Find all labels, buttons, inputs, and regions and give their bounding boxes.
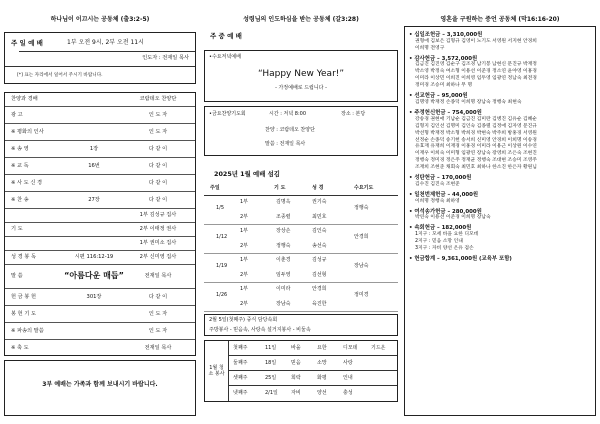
duty-cell-s: 1부 [240, 199, 249, 205]
worship-leader: 인도자 : 전재일 목사 [142, 55, 189, 61]
offering-names: 박선형 박재정 박소형 박희경 박현숙 박주희 방홍경 서영원 [415, 130, 537, 136]
duty-cell-w: 안경희 [354, 234, 369, 240]
weekday-title: 주 중 예 배 [210, 32, 242, 40]
order-item: 기 도 [11, 226, 23, 232]
friday-time: 시간 : 저녁 8:00 [269, 111, 307, 117]
duty-cell-d: 1/19 [216, 263, 228, 269]
worship-times: 1부 오전 9시, 2부 오전 11시 [67, 39, 144, 46]
duty-cell-s: 1부 [240, 257, 249, 263]
offering-names: 선정순 손종덕 송기헌 송서희 신미영 안경희 이희명 이송경 [415, 137, 537, 143]
offering-names: 이미라 이상민 이희진 이희영 임두영 임광연 정남숙 최전경 [415, 76, 537, 82]
order-item: 성 경 봉 독 [11, 254, 36, 260]
cleaning-cell-b: 양선 [317, 390, 327, 396]
offering-list [404, 26, 596, 416]
duty-header-cell: 수요기도 [354, 185, 374, 191]
wednesday-greeting: “Happy New Year!” [257, 69, 345, 79]
footer-box [4, 360, 196, 416]
cleaning-cell-a: 바을 [291, 345, 301, 351]
order-detail: 16번 [88, 162, 100, 169]
friday-box [204, 106, 398, 156]
order-item: 말 씀 [11, 273, 23, 279]
duty-cell-b: 권기숙 [312, 199, 327, 205]
duty-cell-b: 송선숙 [312, 242, 327, 249]
duty-cell-p: 장상손 [276, 228, 291, 234]
order-person: 다 같 이 [148, 145, 168, 152]
duty-cell-b: 육진한 [312, 300, 327, 307]
order-row [5, 158, 195, 175]
offering-title: • 주정헌신헌금 – 754,000원 [409, 109, 482, 116]
order-person: 2부 이태정 권사 [139, 226, 177, 232]
duty-cell-p: 장남숙 [276, 300, 291, 307]
offering-names: 권형애 김보은 김형규 김영이 노기도 서영원 서지현 안경희 [415, 38, 537, 44]
order-row [5, 93, 195, 107]
order-detail: 27장 [88, 196, 100, 203]
duty-row [204, 269, 398, 284]
cleaning-cell-c: 인내 [343, 375, 353, 381]
cleaning-row [229, 356, 397, 371]
order-person: 1부 김성규 집사 [139, 212, 177, 218]
duty-cell-s: 1부 [240, 228, 249, 234]
offering-names: 김금진 김진영 김순구 김조경 남기봉 남현신 문진규 박재정 [415, 62, 537, 68]
order-person: 코람데오 찬양단 [139, 96, 177, 102]
order-person: 다 같 이 [148, 293, 168, 300]
duty-cell-s: 2부 [240, 242, 249, 249]
offering-title: • 십일조헌금 – 3,310,000원 [409, 32, 483, 38]
cleaning-cell-d: 2/1일 [265, 390, 278, 396]
col2-header: 성령님의 인도하심을 받는 공동체 (갈3:28) [243, 16, 359, 23]
wednesday-box [204, 50, 398, 102]
cleaning-cell-d: 11일 [265, 345, 277, 351]
column-left [4, 0, 196, 424]
order-row [5, 306, 195, 323]
order-detail: 시편 116:12-19 [74, 254, 114, 260]
duty-cell-w: 정미경 [354, 292, 369, 298]
cleaning-cell-c: 디모데 [343, 345, 358, 351]
order-row [5, 124, 195, 141]
february-box [204, 314, 398, 336]
order-person: 다 같 이 [148, 162, 168, 169]
friday-place: 장소 : 본당 [341, 111, 366, 117]
cleaning-cell-w: 첫째주 [233, 345, 248, 351]
offering-names: 박소영 박정숙 여소형 이용선 이준경 정소연 윤야영 이홍경 [415, 69, 537, 75]
cleaning-cell-d: 25일 [265, 375, 277, 381]
order-person: 전재일 목사 [144, 273, 172, 279]
order-person: 인 도 자 [148, 327, 168, 334]
duty-cell-s: 1부 [240, 286, 249, 292]
order-item: ※ 사 도 신 경 [11, 179, 42, 186]
order-item: ※ 찬 송 [11, 196, 29, 203]
offering-names: 강송경 권현애 기남순 김금진 김미란 김병진 김유순 김혜순 [415, 116, 537, 122]
cleaning-label: 1월 청소 봉사 [205, 341, 229, 401]
order-person: 인 도 자 [148, 111, 168, 118]
order-row [5, 209, 195, 223]
duty-cell-p: 이춘경 [276, 257, 291, 263]
cleaning-cell-d: 18일 [265, 360, 277, 366]
standing-notice: [*] 표는 자리에서 일어서 주시기 바랍니다. [17, 73, 103, 78]
duty-cell-d: 1/26 [216, 292, 228, 298]
cleaning-cell-b: 화평 [317, 375, 327, 381]
offering-title: • 여석송가헌금 – 280,000원 [409, 208, 482, 215]
order-row [5, 289, 195, 306]
february-line: 주방봉사 - 믿음속, 사랑속 설거지봉사 - 비둘속 [209, 327, 311, 333]
cleaning-cell-a: 자비 [291, 390, 301, 396]
order-item: ※ 축 도 [11, 344, 29, 351]
order-item: ※ 파송의 말씀 [11, 327, 44, 334]
order-person: 전재일 목사 [144, 344, 172, 351]
offering-names: 김형지 김인선 김명미 김인숙 김종렬 김정애 김자영 문진규 [415, 123, 537, 129]
cleaning-table [204, 340, 398, 402]
offering-title: • 속회헌금 – 182,000원 [409, 225, 472, 232]
col1-header: 하나님이 이끄시는 공동체 (출3:2-5) [50, 16, 150, 23]
duty-cell-w: 정행숙 [354, 205, 369, 211]
col3-header: 영혼을 구원하는 증언 공동체 (막16:16-20) [440, 16, 560, 23]
order-row [5, 223, 195, 237]
order-item: 봉 헌 기 도 [11, 310, 36, 317]
duty-row [204, 283, 398, 298]
order-detail: 301장 [86, 293, 102, 300]
cleaning-cell-a: 믿음 [291, 360, 301, 366]
wednesday-note: - 가정예배로 드립니다 - [275, 85, 327, 91]
duty-cell-w: 장남숙 [354, 263, 369, 269]
offering-names: 이희명 전영구 [415, 45, 445, 51]
duty-cell-b: 안경희 [312, 286, 327, 292]
cleaning-cell-w: 셋째주 [233, 375, 248, 381]
order-row [5, 175, 195, 192]
duty-header-cell: 주일 [210, 185, 220, 191]
order-item: ※ 송 영 [11, 145, 29, 152]
cleaning-cell-b: 요한 [317, 345, 327, 351]
order-row [5, 323, 195, 340]
order-of-service [4, 92, 196, 356]
order-item: ※ 평화의 인사 [11, 128, 44, 135]
offering-title: • 일천번제헌금 – 44,000원 [409, 192, 479, 198]
column-right [404, 0, 596, 424]
duty-cell-p: 임두영 [276, 271, 291, 278]
offering-names: 3지구 : 자비 양선 온유 겸손 [415, 246, 474, 252]
duty-cell-s: 2부 [240, 213, 249, 220]
worship-title: 주 일 예 배 [11, 39, 43, 47]
order-row [5, 107, 195, 124]
order-detail: “아름다운 매듭” [64, 271, 124, 280]
duty-cell-p: 정행숙 [276, 242, 291, 249]
cleaning-cell-e: 기드온 [371, 345, 386, 351]
duty-cell-b: 김인숙 [312, 228, 327, 234]
worship-info-box [4, 32, 196, 84]
order-person: 2부 신미영 집사 [139, 254, 177, 260]
order-person: 인 도 자 [148, 310, 168, 317]
order-detail: 1장 [89, 145, 99, 152]
offering-names: 정미경 조승미 최하나 무 명 [415, 83, 473, 89]
offering-title: • 성탄헌금 – 170,000원 [409, 175, 472, 182]
cleaning-row [229, 371, 397, 386]
offering-names: 이희명 정행숙 최하영 [415, 198, 460, 204]
cleaning-cell-c: 사랑 [343, 360, 353, 366]
offering-names: 박연숙 이용선 이준경 이희명 장남숙 [415, 215, 491, 221]
column-middle [204, 0, 398, 424]
order-person: 다 같 이 [148, 196, 168, 203]
wednesday-label: •수요저녁예배 [209, 54, 241, 60]
duty-cell-b: 김성규 [312, 257, 327, 263]
offering-title: • 헌금합계 – 9,361,000원 (교육부 포함) [409, 256, 512, 263]
duty-row [204, 211, 398, 226]
friday-word: 말씀 : 전재일 목사 [265, 141, 306, 147]
duty-row [204, 298, 398, 313]
duty-cell-d: 1/12 [216, 234, 228, 240]
duty-header-cell: 기 도 [274, 185, 286, 191]
order-person: 인 도 자 [148, 128, 168, 135]
cleaning-cell-c: 충성 [343, 390, 353, 396]
cleaning-cell-b: 소망 [317, 360, 327, 366]
duty-row [204, 254, 398, 269]
duty-cell-p: 김명옥 [276, 199, 291, 205]
duty-table [204, 182, 398, 312]
order-row [5, 192, 195, 209]
friday-label: •금요찬양기도회 [209, 111, 246, 117]
duty-cell-p: 이미라 [276, 286, 291, 292]
cleaning-cell-w: 둘째주 [233, 360, 248, 366]
duty-cell-b: 김선형 [312, 271, 327, 278]
offering-names: 유효재 유재희 이재경 이홍경 이미라 이용근 이상원 이수연 [415, 144, 537, 150]
order-row [5, 265, 195, 289]
offering-names: 1지구 : 모세 바을 요한 디모데 [415, 232, 479, 238]
order-item: 찬양과 경배 [11, 96, 38, 102]
offering-names: 2지구 : 믿음 소망 인내 [415, 239, 463, 245]
friday-praise: 찬양 : 코람데오 찬양단 [265, 127, 315, 133]
duty-row [204, 196, 398, 211]
footer-note: 3부 예배는 가족과 함께 보내시기 바랍니다. [42, 381, 158, 388]
cleaning-row [229, 341, 397, 356]
order-person: 1부 권미소 집사 [139, 240, 177, 246]
offering-names: 조재희 조현준 채회숙 최민호 최하나 한소진 한은자 황원님 [415, 165, 537, 171]
order-row [5, 340, 195, 357]
duty-header-row [204, 182, 398, 196]
offering-names: 이재우 이희숙 이미형 임광연 장남숙 장영희 조은숙 조현진 [415, 151, 537, 157]
duty-title: 2025년 1월 예배 섬김 [214, 170, 280, 178]
cleaning-cell-a: 희락 [291, 375, 301, 381]
order-person: 다 같 이 [148, 179, 168, 186]
order-item: ※ 교 독 [11, 162, 29, 169]
duty-row [204, 225, 398, 240]
duty-cell-p: 조종렬 [276, 213, 291, 220]
order-row [5, 237, 195, 251]
order-item: 광 고 [11, 111, 23, 118]
february-title: 2월 5일(첫째주) 중식 담당속회 [209, 317, 278, 323]
offering-names: 정행숙 정미경 정은주 정재균 정행숙 조대현 조승미 조영주 [415, 158, 537, 164]
duty-header-cell: 성 경 [312, 185, 324, 191]
offering-names: 김명영 박재정 손종덕 이희명 장남숙 정행숙 최현숙 [415, 99, 522, 105]
offering-title: • 선교헌금 – 95,000원 [409, 93, 468, 100]
duty-cell-s: 2부 [240, 271, 249, 278]
duty-row [204, 240, 398, 255]
cleaning-row [229, 386, 397, 401]
order-row [5, 141, 195, 158]
duty-cell-b: 최민호 [312, 213, 327, 220]
cleaning-cell-w: 넷째주 [233, 390, 248, 396]
offering-names: 김수진 김진숙 조현준 [415, 182, 460, 188]
order-item: 헌 금 봉 헌 [11, 293, 36, 300]
duty-cell-s: 2부 [240, 300, 249, 307]
duty-cell-d: 1/5 [216, 205, 225, 211]
order-row [5, 251, 195, 265]
offering-title: • 감사헌금 – 3,572,000원 [409, 55, 478, 62]
